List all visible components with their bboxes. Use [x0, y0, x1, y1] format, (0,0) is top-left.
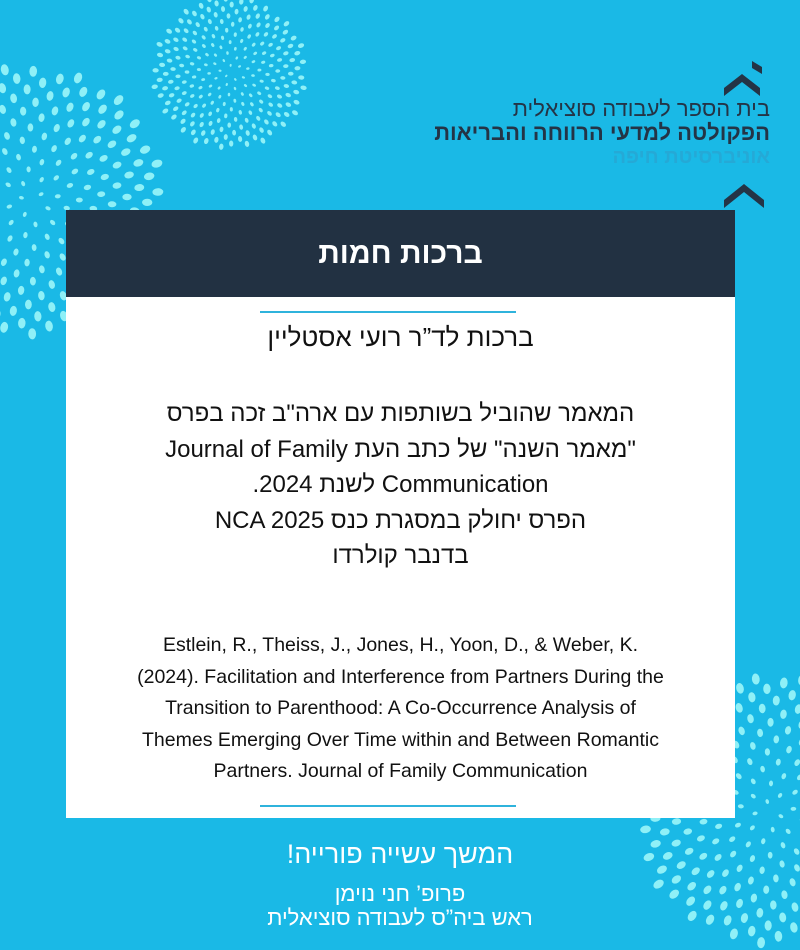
university-logo: [350, 58, 770, 218]
logo-university-name: אוניברסיטת חיפה: [612, 146, 770, 168]
roof-chevron-icon: [720, 182, 770, 210]
citation-line: Estlein, R., Theiss, J., Jones, H., Yoon, D., & Weber, K.: [162, 634, 639, 656]
citation-line: Transition to Parenthood: A Co-Occurrence Analysis of: [165, 697, 636, 719]
card-subtitle: ברכות לד”ר רועי אסטליין: [267, 322, 534, 352]
announcement-text: [66, 396, 735, 574]
citation-line: Themes Emerging Over Time within and Between Romantic: [142, 728, 659, 751]
divider-bottom: [260, 805, 516, 807]
card-header: [66, 210, 735, 297]
footer: [0, 836, 800, 930]
announcement-line: בדנבר קולרדו: [332, 542, 469, 569]
announcement-line: Communication לשנת 2024.: [252, 471, 549, 498]
citation-line: (2024). Facilitation and Interference from Partners During the: [137, 665, 664, 688]
congratulations-card: [66, 210, 735, 818]
logo-school-name: בית הספר לעבודה סוציאלית: [512, 96, 770, 121]
card-header-title: ברכות חמות: [318, 236, 483, 270]
announcement-line: המאמר שהוביל בשותפות עם ארה"ב זכה בפרס: [166, 400, 635, 427]
logo-faculty-name: הפקולטה למדעי הרווחה והבריאות: [434, 120, 770, 145]
divider-top: [260, 311, 516, 313]
citation-text: [86, 630, 715, 788]
announcement-line: הפרס יחולק במסגרת כנס NCA 2025: [214, 506, 587, 534]
signature: [0, 882, 800, 930]
citation-line: Partners. Journal of Family Communication: [213, 760, 588, 782]
roof-chevron-icon: [720, 58, 770, 96]
dot-pattern-icon: [150, 0, 310, 160]
decorative-dot-burst-top-center: [150, 0, 310, 160]
footer-wish: המשך עשייה פורייה!: [286, 839, 514, 869]
announcement-line: "מאמר השנה" של כתב העת Journal of Family: [165, 435, 636, 463]
signature-title: ראש ביה”ס לעבודה סוציאלית: [267, 905, 533, 930]
signature-name: פרופ’ חני נוימן: [334, 881, 466, 906]
